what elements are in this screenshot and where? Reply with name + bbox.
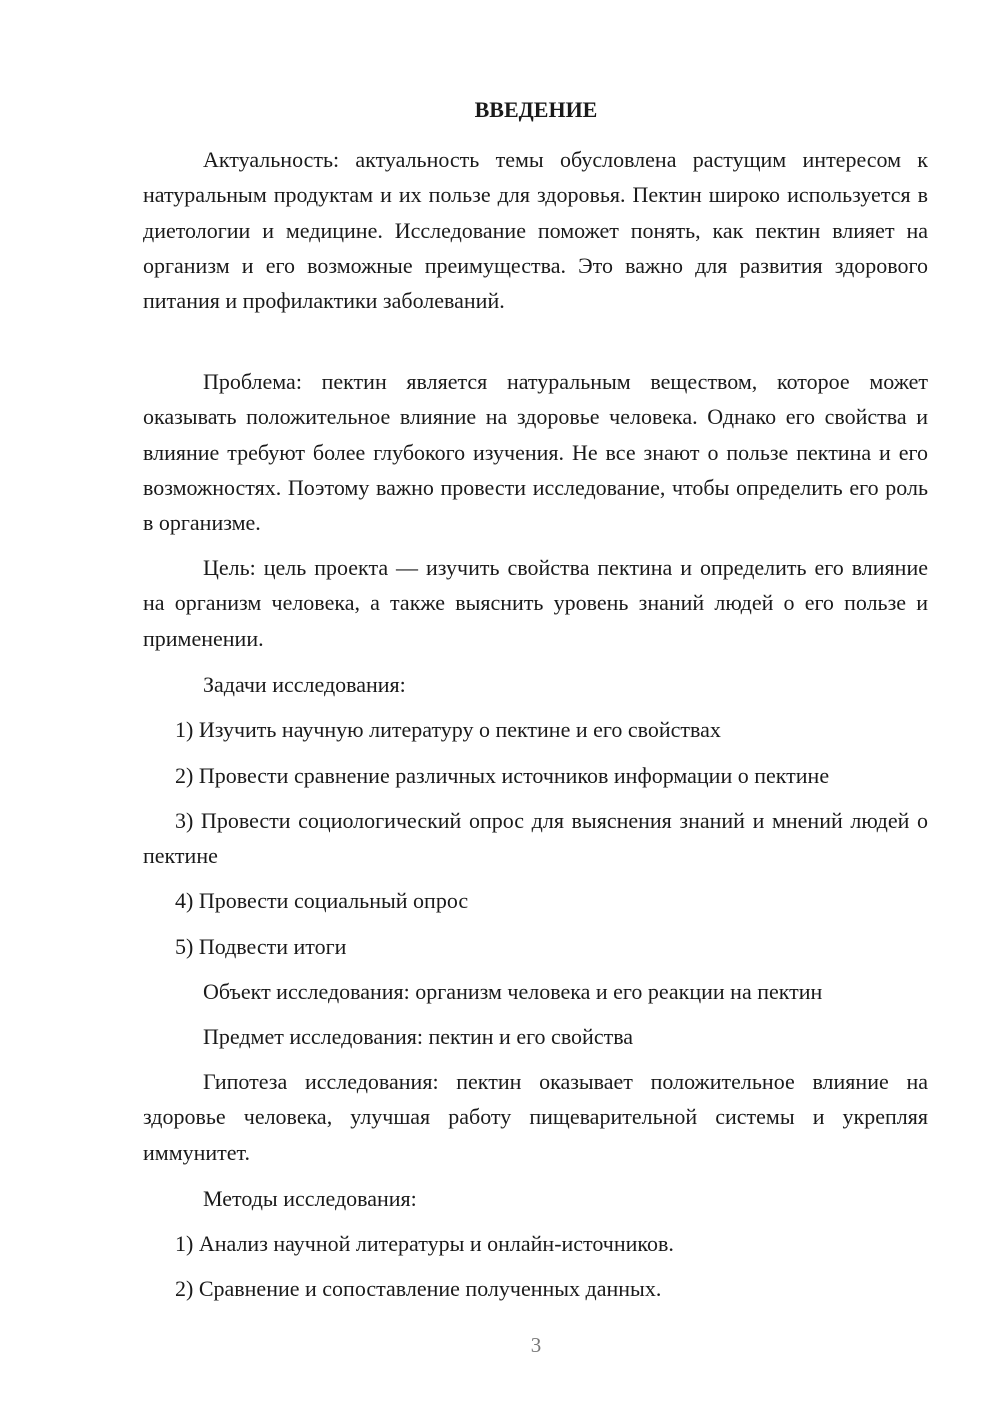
task-item-5: 5) Подвести итоги <box>175 934 347 959</box>
method-item-2: 2) Сравнение и сопоставление полученных данных. <box>175 1276 662 1301</box>
paragraph-object: Объект исследования: организм человека и его реакции на пектин <box>203 979 823 1004</box>
task-item-2: 2) Провести сравнение различных источников информации о пектине <box>175 763 830 788</box>
page-number: 3 <box>530 1333 542 1357</box>
page-title: ВВЕДЕНИЕ <box>474 97 598 122</box>
paragraph-problem: Проблема: пектин является натуральным веществом, которое может оказывать положительное влияние на здоровье человека. Однако его свойства и влияние требуют более глубокого изучения. Не все знают о пользе пектина и его возможностях. Поэтому важно провести исследование, чтобы определить его роль в организме. <box>143 369 928 536</box>
tasks-heading: Задачи исследования: <box>203 672 406 697</box>
task-item-1: 1) Изучить научную литературу о пектине и его свойствах <box>175 717 721 742</box>
paragraph-subject: Предмет исследования: пектин и его свойства <box>203 1024 634 1049</box>
method-item-1: 1) Анализ научной литературы и онлайн-источников. <box>175 1231 674 1256</box>
paragraph-hypothesis: Гипотеза исследования: пектин оказывает положительное влияние на здоровье человека, улучшая работу пищеварительной системы и укрепляя иммунитет. <box>143 1069 928 1165</box>
paragraph-goal: Цель: цель проекта — изучить свойства пектина и определить его влияние на организм человека, а также выяснить уровень знаний людей о его пользе и применении. <box>143 555 928 651</box>
task-item-4: 4) Провести социальный опрос <box>175 888 469 913</box>
methods-heading: Методы исследования: <box>203 1186 417 1211</box>
task-item-3: 3) Провести социологический опрос для выяснения знаний и мнений людей о пектине <box>143 808 928 869</box>
paragraph-relevance: Актуальность: актуальность темы обусловлена растущим интересом к натуральным продуктам и их пользе для здоровья. Пектин широко используется в диетологии и медицине. Исследование поможет понять, как пектин влияет на организм и его возможные преимущества. Это важно для развития здорового питания и профилактики заболеваний. <box>143 147 928 314</box>
